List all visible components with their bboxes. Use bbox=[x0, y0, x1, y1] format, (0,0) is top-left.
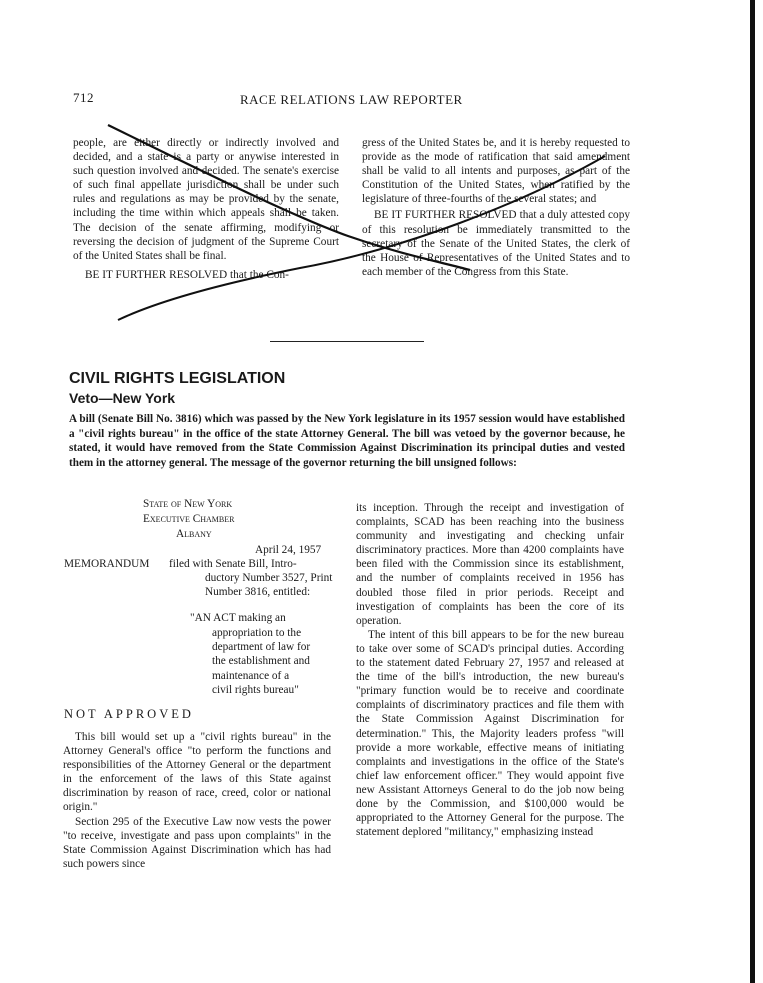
memo-chamber: Executive Chamber bbox=[143, 513, 235, 525]
act-title-line-4: the establishment and bbox=[212, 655, 310, 667]
section-divider bbox=[270, 341, 424, 342]
act-title-line-1: "AN ACT making an bbox=[190, 612, 286, 624]
top-left-paragraph: people, are either directly or indirectly involved and decided, and a state is a party or anywise interested in such question involved and decided. The senate's exercise of such final appellate jurisdiction shall be under such rules and regulations as may be provided by the senate, including the time within which appeals shall be taken. The decision of the senate affirming, modifying or reversing the decision of judgment of the Supreme Court of the United States shall be final. bbox=[73, 137, 339, 262]
summary-paragraph: A bill (Senate Bill No. 3816) which was passed by the New York legislature in its 1957 session would have established a "civil rights bureau" in the office of the state Attorney General. The bill was vetoed by the governor because, he stated, it would have removed from the State Commission Against Discrimination its principal duties and vested them in the attorney general. The message of the governor returning the bill unsigned follows: bbox=[69, 413, 625, 469]
running-title: RACE RELATIONS LAW REPORTER bbox=[240, 92, 463, 107]
act-title-line-2: appropriation to the bbox=[212, 627, 302, 639]
section-subtitle: Veto—New York bbox=[69, 390, 176, 406]
memo-paragraph-1: This bill would set up a "civil rights bureau" in the Attorney General's office "to perform the functions and responsibilities of the Attorney General or the department in the enforcement of the laws of this State against discrimination by reason of race, creed, color or national origin." bbox=[63, 731, 331, 814]
top-right-column bbox=[362, 136, 630, 279]
memo-filed-line-1: filed with Senate Bill, Intro- bbox=[169, 558, 297, 570]
memo-right-paragraph-2: The intent of this bill appears to be for the new bureau to take over some of SCAD's principal duties. According to the statement dated February 27, 1957 and released at the time of the bill's introduction, the new bureau's "primary function would be to receive and coordinate complaints of discriminatory practices and file them with the State Commission Against Discrimination for determination." This, the Majority leaders profess "will provide a more workable, effective means of initiating complaints and investigations in the office of the State's chief law enforcement officer." They would appoint five new Assistant Attorneys General to do the job now being done by the Commission, and $100,000 would be appropriated to the Attorney General for the purpose. The statement deplored "militancy," emphasizing instead bbox=[356, 628, 624, 839]
memo-filed-line-2: ductory Number 3527, Print bbox=[205, 572, 333, 584]
top-right-resolved: BE IT FURTHER RESOLVED that a duly attested copy of this resolution be immediately transmitted to the secretary of the Senate of the United States, the clerk of the House of Representatives of the United States and to each member of the Congress from this State. bbox=[362, 209, 630, 278]
scan-edge bbox=[750, 0, 755, 983]
top-left-column bbox=[73, 136, 339, 282]
memo-label: MEMORANDUM bbox=[64, 558, 150, 570]
memo-state: State of New York bbox=[143, 498, 233, 510]
memo-paragraph-2: Section 295 of the Executive Law now vests the power "to receive, investigate and pass upon complaints" in the State Commission Against Discrimination which has had such powers since bbox=[63, 815, 331, 870]
not-approved-label: NOT APPROVED bbox=[64, 707, 194, 721]
act-title-line-6: civil rights bureau" bbox=[212, 684, 299, 696]
act-title-line-5: maintenance of a bbox=[212, 670, 290, 682]
memo-left-column bbox=[63, 730, 331, 871]
page-number: 712 bbox=[73, 90, 94, 105]
section-title: CIVIL RIGHTS LEGISLATION bbox=[69, 370, 286, 387]
memo-city: Albany bbox=[176, 528, 212, 540]
top-left-resolved: BE IT FURTHER RESOLVED that the Con- bbox=[85, 268, 289, 281]
act-title-line-3: department of law for bbox=[212, 641, 311, 653]
top-right-paragraph: gress of the United States be, and it is hereby requested to provide as the mode of ratification that said amendment shall be valid to all intents and purposes, as part of the Constitution of the United States, when ratified by the legislature of three-fourths of the several states; and bbox=[362, 137, 630, 206]
memo-date: April 24, 1957 bbox=[255, 544, 322, 556]
memo-right-column bbox=[356, 501, 624, 839]
memo-filed-line-3: Number 3816, entitled: bbox=[205, 586, 311, 598]
memo-right-paragraph-1: its inception. Through the receipt and investigation of complaints, SCAD has been reaching into the business community and investigating and checking unfair discriminatory practices. More than 4200 complaints have been filed with the Commission since its establishment, and the number of complaints received in 1956 has doubled those filed in prior periods. Receipt and investigation of complaints has been the core of its operation. bbox=[356, 502, 624, 627]
